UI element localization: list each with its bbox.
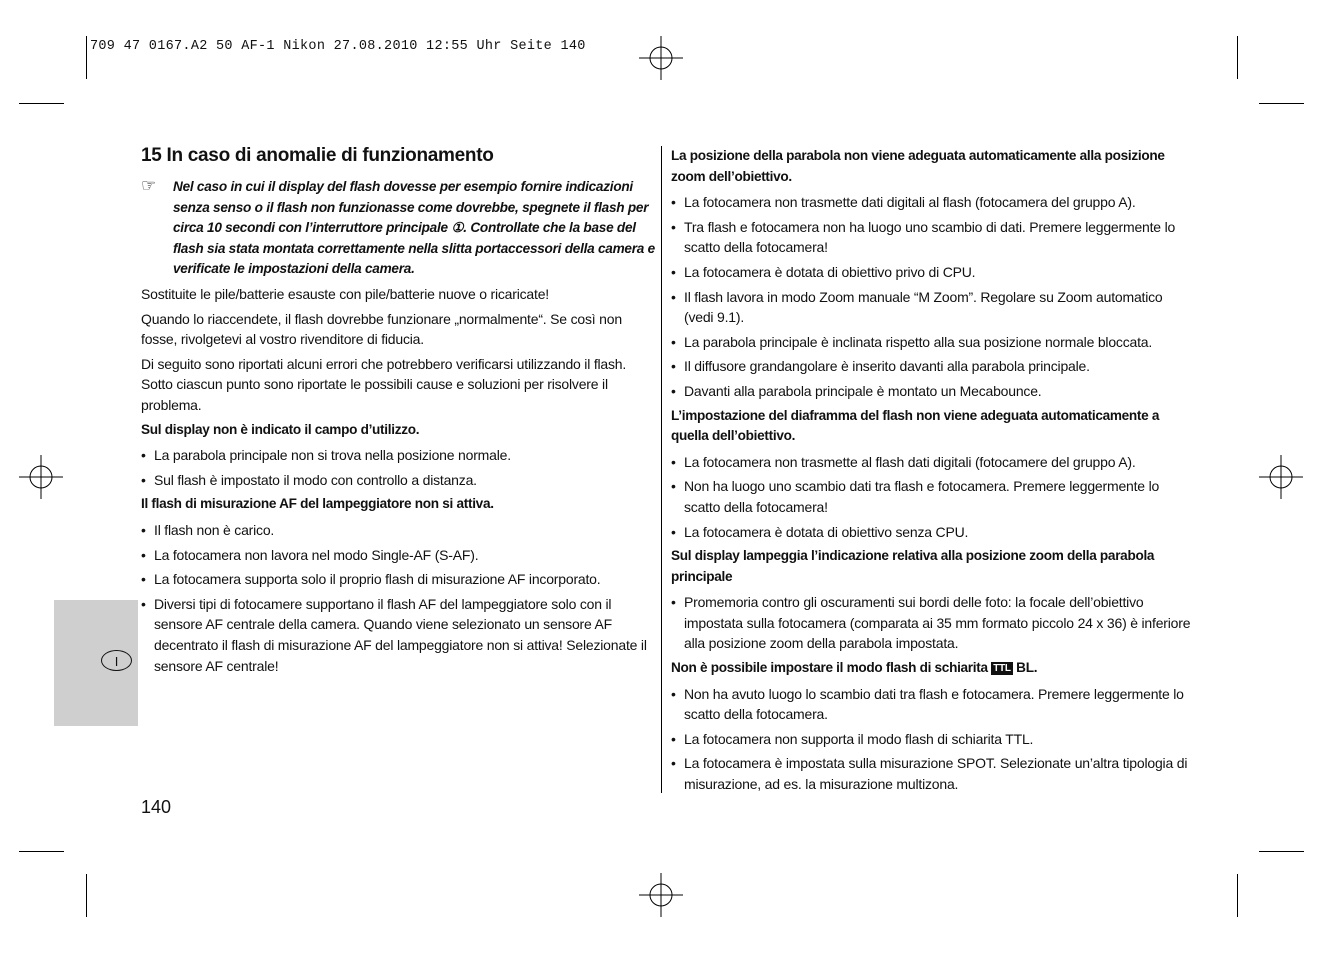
crop-mark (1259, 103, 1304, 104)
list-item-text: Il diffusore grandangolare è inserito davanti alla parabola principale. (684, 358, 1090, 375)
list-item (141, 545, 659, 566)
crop-mark (1259, 851, 1304, 852)
heading-text: Non è possibile impostare il modo flash di schiarita (671, 660, 988, 676)
list-item (671, 217, 1191, 258)
section-heading: Sul display non è indicato il campo d’utilizzo. (141, 421, 420, 437)
list-item-text: Il flash lavora in modo Zoom manuale “M Zoom”. Regolare su Zoom automatico (vedi 9.1). (684, 288, 1163, 326)
list-item (141, 569, 659, 590)
page-number: 140 (141, 797, 172, 817)
section-heading: L’impostazione del diaframma del flash non viene adeguata automaticamente a quella dell’obiettivo. (671, 407, 1160, 444)
list-item-text: La fotocamera è impostata sulla misurazione SPOT. Selezionate un’altra tipologia di misurazione, ad es. la misurazione multizona. (684, 755, 1188, 793)
list-item (671, 452, 1191, 473)
right-column (671, 146, 1191, 799)
list-item (141, 445, 659, 466)
list-item (141, 520, 659, 541)
section-heading (671, 658, 1191, 679)
list-item-text: La fotocamera non trasmette al flash dati digitali (fotocamere del gruppo A). (684, 453, 1136, 470)
ttl-badge: TTL (993, 663, 1011, 675)
list-item-text: Davanti alla parabola principale è montato un Mecabounce. (684, 382, 1042, 399)
list-item (671, 684, 1191, 725)
list-item-text: Il flash non è carico. (154, 521, 275, 538)
pointing-hand-icon: ☞ (141, 176, 157, 195)
list-item-text: La fotocamera supporta solo il proprio flash di misurazione AF incorporato. (154, 571, 601, 588)
section-heading: Il flash di misurazione AF del lampeggiatore non si attiva. (141, 496, 494, 512)
bullet-icon: • (671, 194, 676, 211)
bullet-icon: • (671, 730, 676, 747)
list-item (671, 192, 1191, 213)
note-text: Nel caso in cui il display del flash dovesse per esempio fornire indicazioni senza senso o il flash non funzionasse come dovrebbe, spegnete il flash per circa 10 secondi con l’interruttore principale ①. Controllate che la base del flash sia stata montata correttamente nella slitta portaccessori della camera e verificate le impostazioni della camera. (173, 179, 655, 277)
list-item-text: Sul flash è impostato il modo con controllo a distanza. (154, 471, 477, 488)
crop-mark (86, 36, 87, 79)
list-item-text: La parabola principale non si trova nella posizione normale. (154, 447, 511, 464)
registration-mark-left (19, 455, 63, 499)
list-item-text: Tra flash e fotocamera non ha luogo uno scambio di dati. Premere leggermente lo scatto della fotocamera! (684, 218, 1176, 256)
list-item (671, 332, 1191, 353)
section-title: 15 In caso di anomalie di funzionamento (141, 145, 494, 166)
list-item (671, 476, 1191, 517)
section-heading: La posizione della parabola non viene adeguata automaticamente alla posizione zoom dell’obiettivo. (671, 148, 1165, 184)
note-block (141, 177, 656, 280)
bullet-icon: • (141, 471, 146, 488)
list-item-text: La fotocamera non trasmette dati digitali al flash (fotocamera del gruppo A). (684, 194, 1136, 211)
bullet-icon: • (671, 685, 676, 702)
registration-mark-right (1259, 455, 1303, 499)
paragraph: Sostituite le pile/batterie esauste con pile/batterie nuove o ricaricate! (141, 286, 549, 302)
list-item (671, 356, 1191, 377)
list-item (141, 470, 659, 491)
list-item (671, 381, 1191, 402)
crop-mark (19, 103, 64, 104)
list-item-text: Non ha avuto luogo lo scambio dati tra flash e fotocamera. Premere leggermente lo scatto della fotocamera. (684, 685, 1184, 723)
column-divider (661, 146, 662, 793)
print-header: 709 47 0167.A2 50 AF-1 Nikon 27.08.2010 12:55 Uhr Seite 140 (90, 39, 586, 54)
list-item-text: Non ha luogo uno scambio dati tra flash e fotocamera. Premere leggermente lo scatto della fotocamera! (684, 478, 1160, 515)
list-item-text: Diversi tipi di fotocamere supportano il flash AF del lampeggiatore solo con il sensore AF centrale della camera. Quando viene selezionato un sensore AF decentrato il flash di misurazione AF del lampeggiatore non si attiva! Selezionate il sensore AF centrale! (154, 595, 647, 674)
list-item-text: La fotocamera è dotata di obiettivo senza CPU. (684, 523, 969, 540)
bullet-icon: • (141, 546, 146, 563)
bullet-icon: • (671, 594, 676, 611)
bullet-icon: • (141, 571, 146, 588)
list-item (671, 729, 1191, 750)
paragraph: Di seguito sono riportati alcuni errori che potrebbero verificarsi utilizzando il flash. Sotto ciascun punto sono riportate le possibili cause e soluzioni per risolvere il problema. (141, 355, 627, 413)
bullet-icon: • (671, 453, 676, 470)
paragraph: Quando lo riaccendete, il flash dovrebbe funzionare „normalmente“. Se così non fosse, rivolgetevi al vostro rivenditore di fiducia. (141, 310, 622, 348)
list-item (671, 753, 1191, 794)
bullet-icon: • (671, 288, 676, 305)
crop-mark (1237, 36, 1238, 79)
bullet-icon: • (671, 382, 676, 399)
bullet-icon: • (671, 478, 676, 495)
registration-mark-top (639, 36, 683, 80)
list-item-text: La fotocamera non supporta il modo flash di schiarita TTL. (684, 730, 1034, 747)
list-item (671, 522, 1191, 543)
left-column (141, 284, 659, 680)
bullet-icon: • (671, 218, 676, 235)
bullet-icon: • (671, 523, 676, 540)
bullet-icon: • (671, 263, 676, 280)
bullet-icon: • (141, 447, 146, 464)
crop-mark (1237, 874, 1238, 917)
list-item-text: La parabola principale è inclinata rispetto alla sua posizione normale bloccata. (684, 333, 1153, 350)
registration-mark-bottom (639, 873, 683, 917)
list-item (671, 287, 1191, 328)
list-item-text: Promemoria contro gli oscuramenti sui bordi delle foto: la focale dell’obiettivo impostata sulla fotocamera (comparata ai 35 mm formato piccolo 24 x 36) è inferiore alla posizione zoom della parabola impostata. (684, 594, 1191, 652)
bullet-icon: • (141, 521, 146, 538)
heading-text: BL. (1016, 660, 1038, 676)
section-heading: Sul display lampeggia l’indicazione relativa alla posizione zoom della parabola principale (671, 548, 1155, 584)
list-item (671, 262, 1191, 283)
list-item-text: La fotocamera è dotata di obiettivo privo di CPU. (684, 263, 976, 280)
bullet-icon: • (141, 595, 146, 612)
bullet-icon: • (671, 358, 676, 375)
crop-mark (19, 851, 64, 852)
list-item-text: La fotocamera non lavora nel modo Single-AF (S-AF). (154, 546, 479, 563)
list-item (671, 592, 1191, 654)
bullet-icon: • (671, 333, 676, 350)
bullet-icon: • (671, 755, 676, 772)
crop-mark (86, 874, 87, 917)
language-badge: I (101, 650, 132, 671)
list-item (141, 594, 659, 676)
